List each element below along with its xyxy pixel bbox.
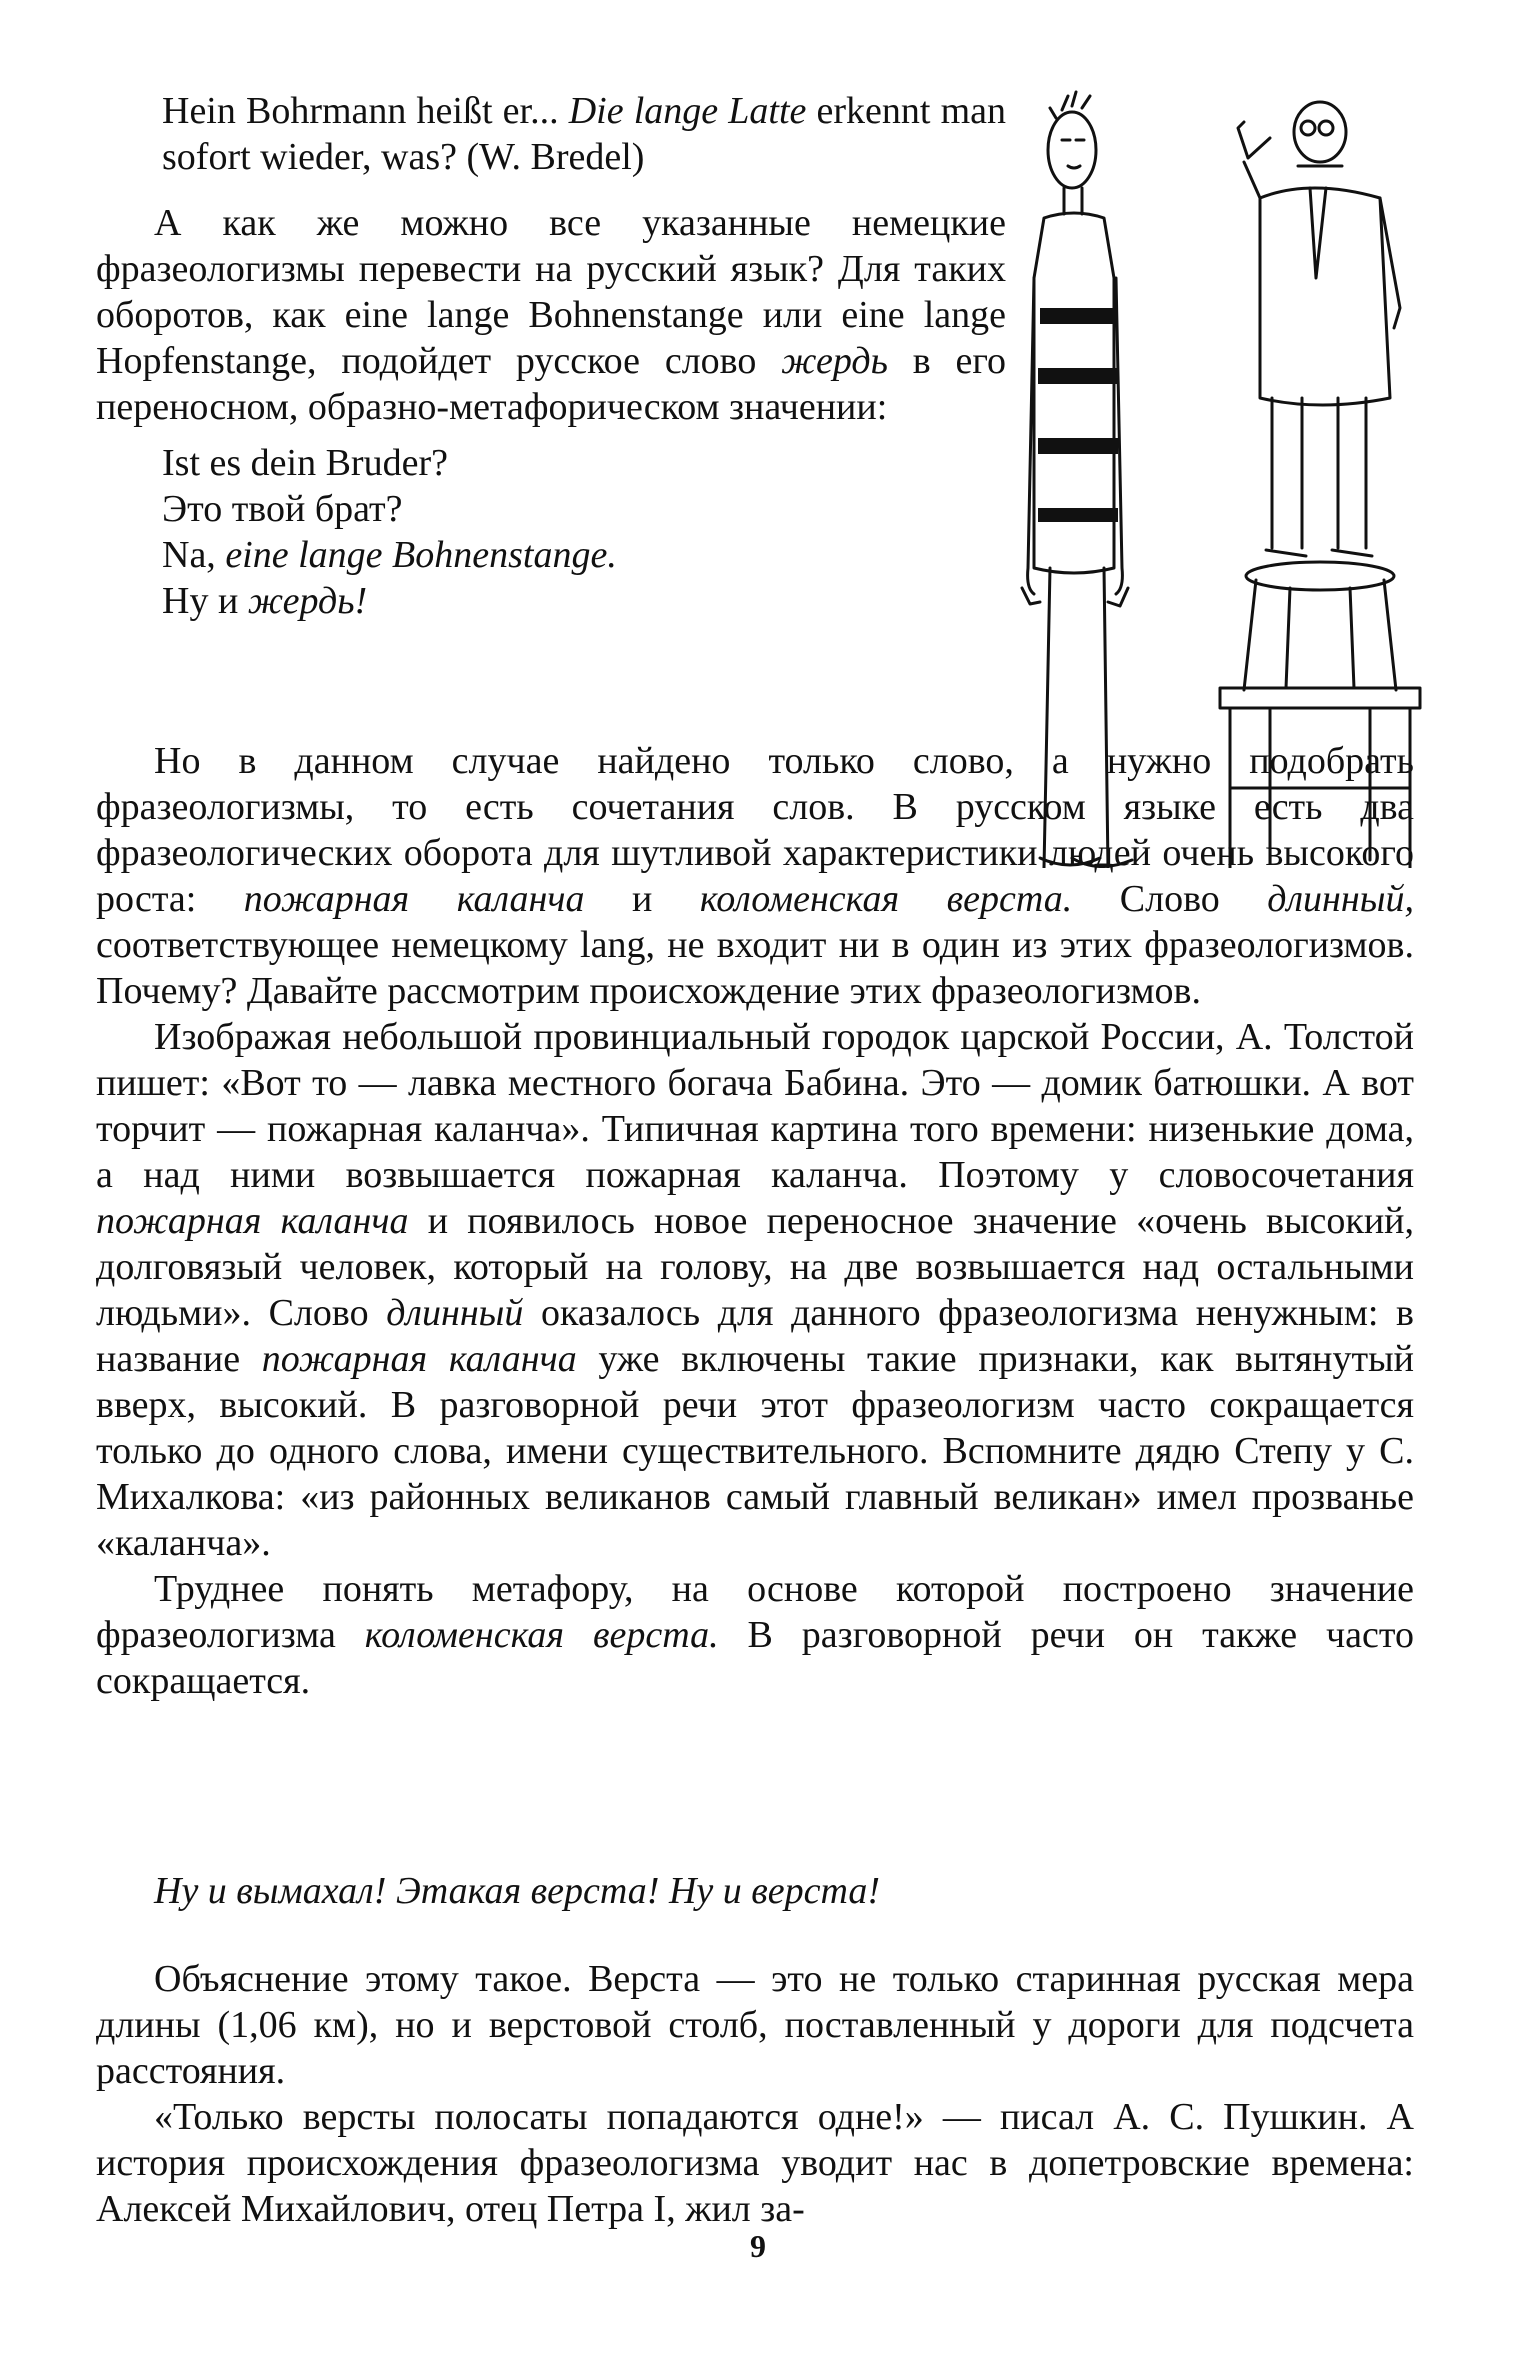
paragraph-5: Объяснение этому такое. Верста — это не только старинная русская мера длины (1,06 км), но и верстовой столб, поставленный у дороги для подсчета расстояния.	[96, 1958, 1414, 2092]
paragraph-4: Труднее понять метафору, на основе которой построено значение фразеологизма коломенская верста. В разговорной речи он также часто сокращается.	[96, 1568, 1415, 1702]
dialog-line: Ну и жердь!	[162, 580, 368, 622]
example-phrase: Ну и вымахал! Этакая верста! Ну и верста!	[154, 1870, 881, 1912]
short-man-figure	[1238, 102, 1400, 556]
page-number: 9	[750, 2228, 766, 2264]
paragraph-1: А как же можно все указанные немецкие фразеологизмы перевести на русский язык? Для таких оборотов, как eine lange Bohnenstange или eine lange Hopfenstange, подойдет русское слово жердь в его переносном, образно-метафорическом значении:	[96, 202, 1006, 428]
dialog-line: Это твой брат?	[162, 488, 403, 530]
bottom-text-block	[96, 1956, 1414, 2232]
dialog-example	[96, 440, 1006, 624]
german-quote: Hein Bohrmann heißt er... Die lange Latte erkennt man sofort wieder, was? (W. Bredel)	[162, 90, 1006, 178]
paragraph-3: Изображая небольшой провинциальный городок царской России, А. Толстой пишет: «Вот то — лавка местного богача Бабина. Это — домик батюшки. А вот торчит — пожарная каланча». Типичная картина того времени: низенькие дома, а над ними возвышается пожарная каланча. Поэтому у словосочетания пожарная каланча и появилось новое переносное значение «очень высокий, долговязый человек, который на голову, на две возвышается над остальными людьми». Слово длинный оказалось для данного фразеологизма ненужным: в название пожарная каланча уже включены такие признаки, как вытянутый вверх, высокий. В разговорной речи этот фразеологизм часто сокращается только до одного слова, имени существительного. Вспомните дядю Степу у С. Михалкова: «из районных великанов самый главный великан» имел прозванье «каланча».	[96, 1016, 1415, 1564]
paragraph-2: Но в данном случае найдено только слово, а нужно подобрать фразеологизмы, то есть сочетания слов. В русском языке есть два фразеологических оборота для шутливой характеристики людей очень высокого роста: пожарная каланча и коломенская верста. Слово длинный, соответствующее немецкому lang, не входит ни в один из этих фразеологизмов. Почему? Давайте рассмотрим происхождение этих фразеологизмов.	[96, 740, 1414, 1012]
dialog-line: Ist es dein Bruder?	[162, 442, 448, 484]
upper-text-column	[96, 88, 1006, 624]
paragraph-6: «Только версты полосаты попадаются одне!» — писал А. С. Пушкин. А история происхождения фразеологизма уводит нас в допетровские времена: Алексей Михайлович, отец Петра I, жил за-	[96, 2096, 1414, 2230]
dialog-line: Na, eine lange Bohnenstange.	[162, 534, 617, 576]
lower-text-block	[96, 738, 1414, 1704]
